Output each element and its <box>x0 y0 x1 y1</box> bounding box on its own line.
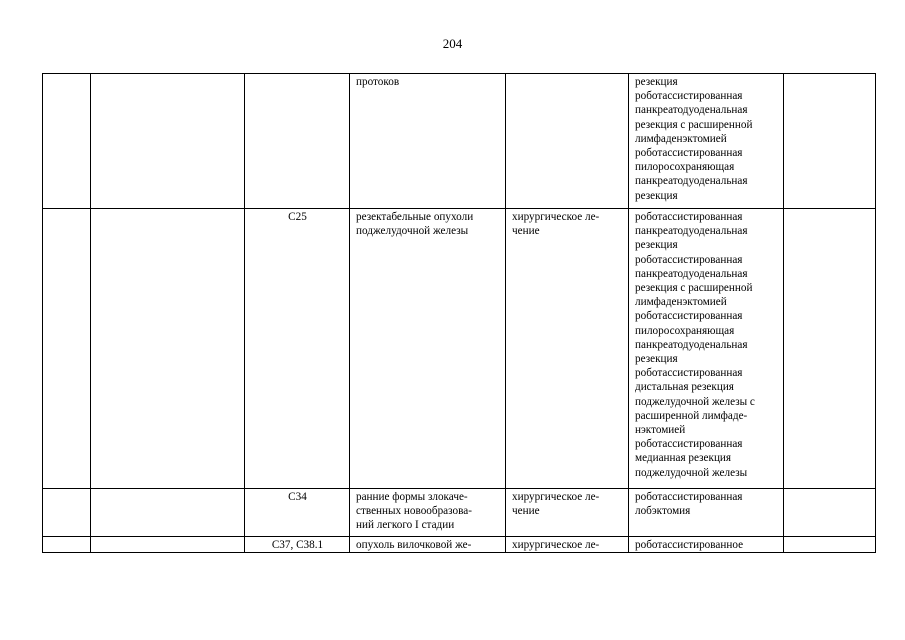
medical-care-table <box>42 73 876 553</box>
cell-method-line: расширенной лимфаде- <box>635 409 748 422</box>
cell-method-line: лобэктомия <box>635 505 691 518</box>
cell-method-line: роботассистированное <box>635 539 744 551</box>
cell-method-line: дистальная резекция <box>635 381 734 394</box>
cell-diagnosis-line: поджелудочной железы <box>356 225 469 238</box>
table-row <box>43 537 876 553</box>
table-row <box>43 209 876 489</box>
cell-diagnosis-line: опухоль вилочковой же- <box>356 539 472 551</box>
cell-method-line: поджелудочной железы с <box>635 395 755 408</box>
cell-method <box>629 209 784 489</box>
cell-method-line: роботассистированная <box>635 253 743 266</box>
cell-profile <box>91 537 245 553</box>
cell-method-line: лимфаденэктомией <box>635 296 727 309</box>
cell-diagnosis-line: ранние формы злокаче- <box>356 491 468 503</box>
cell-method-line: пилоросохраняющая <box>635 161 735 174</box>
cell-treatment-line: хирургическое ле- <box>512 211 600 223</box>
cell-treatment-line: чение <box>512 225 540 238</box>
cell-method-line: панкреатодуоденальная <box>635 267 748 280</box>
table-row <box>43 74 876 209</box>
cell-profile <box>91 209 245 489</box>
cell-treatment <box>506 489 629 537</box>
cell-profile <box>91 74 245 209</box>
cell-method-line: панкреатодуоденальная <box>635 225 748 238</box>
cell-method-line: лимфаденэктомией <box>635 132 727 145</box>
cell-diagnosis <box>350 74 506 209</box>
cell-treatment-line: хирургическое ле- <box>512 539 600 551</box>
cell-treatment-line: чение <box>512 505 540 518</box>
cell-method-line: роботассистированная <box>635 367 743 380</box>
cell-code <box>245 74 350 209</box>
cell-number <box>43 537 91 553</box>
cell-method-line: роботассистированная <box>635 438 743 451</box>
cell-method-line: резекция <box>635 76 678 88</box>
cell-profile <box>91 489 245 537</box>
cell-diagnosis <box>350 489 506 537</box>
cell-method-line: резекция с расширенной <box>635 282 753 295</box>
cell-code: C25 <box>245 209 350 489</box>
cell-number <box>43 209 91 489</box>
cell-diagnosis-line: ний легкого I стадии <box>356 519 455 532</box>
cell-treatment <box>506 537 629 553</box>
cell-diagnosis-line: ственных новообразова- <box>356 505 472 518</box>
cell-number <box>43 489 91 537</box>
table-row <box>43 489 876 537</box>
page-number: 204 <box>442 36 463 51</box>
cell-method-line: панкреатодуоденальная <box>635 175 748 188</box>
cell-method-line: роботассистированная <box>635 491 743 503</box>
cell-method-line: панкреатодуоденальная <box>635 338 748 351</box>
cell-method-line: медианная резекция <box>635 452 732 465</box>
cell-number <box>43 74 91 209</box>
cell-cost <box>784 489 876 537</box>
cell-method-line: резекция <box>635 353 678 366</box>
cell-cost <box>784 537 876 553</box>
cell-treatment-line: хирургическое ле- <box>512 491 600 503</box>
cell-diagnosis-line: протоков <box>356 76 400 88</box>
cell-method-line: пилоросохраняющая <box>635 324 735 337</box>
cell-method-line: роботассистированная <box>635 310 743 323</box>
cell-method-line: резекция <box>635 239 678 252</box>
cell-method-line: роботассистированная <box>635 147 743 160</box>
cell-method <box>629 537 784 553</box>
cell-diagnosis <box>350 209 506 489</box>
cell-treatment <box>506 209 629 489</box>
cell-method <box>629 74 784 209</box>
cell-method-line: панкреатодуоденальная <box>635 104 748 117</box>
cell-method-line: роботассистированная <box>635 90 743 103</box>
cell-method-line: роботассистированная <box>635 211 743 223</box>
cell-cost <box>784 209 876 489</box>
cell-method <box>629 489 784 537</box>
cell-diagnosis <box>350 537 506 553</box>
cell-code: C37, C38.1 <box>245 537 350 553</box>
cell-cost <box>784 74 876 209</box>
cell-diagnosis-line: резектабельные опухоли <box>356 211 474 223</box>
cell-method-line: поджелудочной железы <box>635 466 748 479</box>
cell-method-line: резекция с расширенной <box>635 118 753 131</box>
cell-method-line: резекция <box>635 189 678 202</box>
cell-code: C34 <box>245 489 350 537</box>
cell-method-line: нэктомией <box>635 424 686 437</box>
cell-treatment <box>506 74 629 209</box>
